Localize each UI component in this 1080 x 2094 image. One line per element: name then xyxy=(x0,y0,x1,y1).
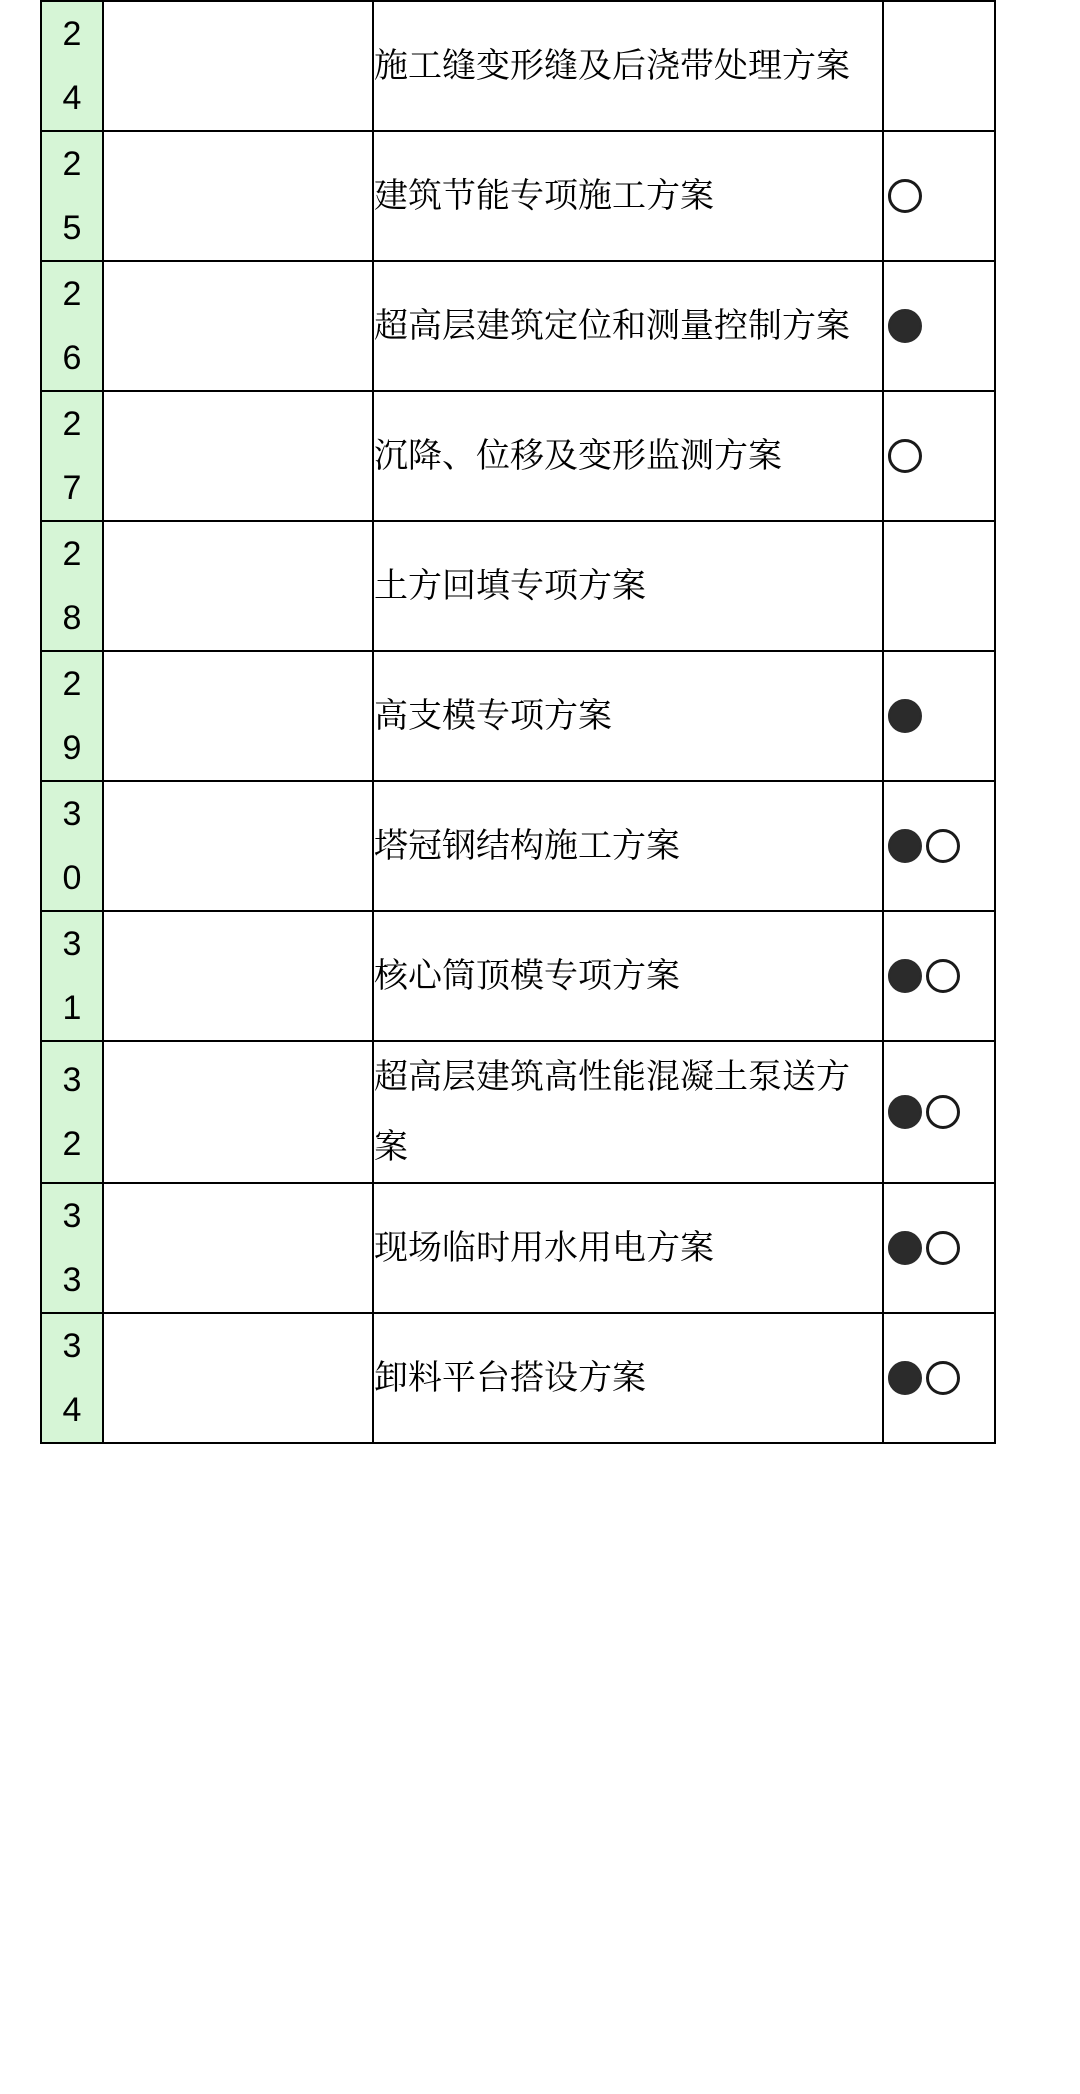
filled-circle-icon xyxy=(888,309,922,343)
row-number-cell xyxy=(41,781,103,911)
scheme-mark-cell xyxy=(883,911,995,1041)
scheme-mark-cell xyxy=(883,521,995,651)
table-row xyxy=(41,1313,995,1443)
row-number-digit: 3 xyxy=(62,795,82,833)
spacer-cell xyxy=(103,1183,373,1313)
mark-group xyxy=(884,1361,994,1395)
hollow-circle-icon xyxy=(926,1095,960,1129)
table-row xyxy=(41,391,995,521)
spacer-cell xyxy=(103,781,373,911)
filled-circle-icon xyxy=(888,699,922,733)
scheme-mark-cell xyxy=(883,1,995,131)
filled-circle-icon xyxy=(888,1231,922,1265)
table-row xyxy=(41,1,995,131)
spacer-cell xyxy=(103,1,373,131)
spacer-cell xyxy=(103,1313,373,1443)
row-number-digit: 9 xyxy=(62,729,82,767)
row-number-digit: 8 xyxy=(62,599,82,637)
spacer-cell xyxy=(103,131,373,261)
row-number-cell xyxy=(41,1313,103,1443)
mark-group xyxy=(884,959,994,993)
row-number-digit: 2 xyxy=(62,1125,82,1163)
scheme-name-cell: 施工缝变形缝及后浇带处理方案 xyxy=(373,1,883,131)
scheme-name-cell: 超高层建筑高性能混凝土泵送方案 xyxy=(373,1041,883,1183)
scheme-name-cell: 现场临时用水用电方案 xyxy=(373,1183,883,1313)
row-number-digit: 2 xyxy=(62,535,82,573)
row-number-digit: 1 xyxy=(62,989,82,1027)
table-row xyxy=(41,131,995,261)
table-row xyxy=(41,261,995,391)
row-number-digit: 4 xyxy=(62,79,82,117)
mark-group xyxy=(884,179,994,213)
mark-group xyxy=(884,439,994,473)
scheme-name-cell: 沉降、位移及变形监测方案 xyxy=(373,391,883,521)
row-number-cell xyxy=(41,391,103,521)
row-number-cell xyxy=(41,131,103,261)
row-number-digit: 2 xyxy=(62,145,82,183)
scheme-name-cell: 高支模专项方案 xyxy=(373,651,883,781)
scheme-mark-cell xyxy=(883,1041,995,1183)
table-row xyxy=(41,651,995,781)
row-number-cell xyxy=(41,651,103,781)
scheme-mark-cell xyxy=(883,1313,995,1443)
row-number-digit: 3 xyxy=(62,925,82,963)
hollow-circle-icon xyxy=(888,439,922,473)
filled-circle-icon xyxy=(888,1361,922,1395)
spacer-cell xyxy=(103,261,373,391)
spacer-cell xyxy=(103,651,373,781)
scheme-mark-cell xyxy=(883,1183,995,1313)
row-number-digit: 7 xyxy=(62,469,82,507)
scheme-mark-cell xyxy=(883,391,995,521)
row-number-digit: 3 xyxy=(62,1261,82,1299)
row-number-cell xyxy=(41,911,103,1041)
row-number-digit: 2 xyxy=(62,15,82,53)
table-row xyxy=(41,521,995,651)
filled-circle-icon xyxy=(888,959,922,993)
mark-group xyxy=(884,829,994,863)
scheme-name-cell: 塔冠钢结构施工方案 xyxy=(373,781,883,911)
mark-group xyxy=(884,1231,994,1265)
hollow-circle-icon xyxy=(926,959,960,993)
mark-group xyxy=(884,309,994,343)
row-number-digit: 3 xyxy=(62,1197,82,1235)
hollow-circle-icon xyxy=(926,1231,960,1265)
row-number-digit: 6 xyxy=(62,339,82,377)
row-number-digit: 2 xyxy=(62,405,82,443)
table-row xyxy=(41,781,995,911)
scheme-mark-cell xyxy=(883,781,995,911)
row-number-digit: 4 xyxy=(62,1391,82,1429)
filled-circle-icon xyxy=(888,829,922,863)
row-number-cell xyxy=(41,521,103,651)
row-number-cell xyxy=(41,261,103,391)
construction-scheme-table xyxy=(40,0,996,1444)
hollow-circle-icon xyxy=(926,1361,960,1395)
row-number-digit: 5 xyxy=(62,209,82,247)
table-row xyxy=(41,911,995,1041)
scheme-mark-cell xyxy=(883,261,995,391)
scheme-name-cell: 超高层建筑定位和测量控制方案 xyxy=(373,261,883,391)
row-number-cell xyxy=(41,1041,103,1183)
scheme-mark-cell xyxy=(883,131,995,261)
scheme-name-cell: 建筑节能专项施工方案 xyxy=(373,131,883,261)
row-number-cell xyxy=(41,1,103,131)
row-number-digit: 0 xyxy=(62,859,82,897)
mark-group xyxy=(884,699,994,733)
table-row xyxy=(41,1041,995,1183)
row-number-digit: 3 xyxy=(62,1061,82,1099)
spacer-cell xyxy=(103,911,373,1041)
scheme-name-cell: 核心筒顶模专项方案 xyxy=(373,911,883,1041)
row-number-digit: 3 xyxy=(62,1327,82,1365)
spacer-cell xyxy=(103,391,373,521)
scheme-mark-cell xyxy=(883,651,995,781)
spacer-cell xyxy=(103,1041,373,1183)
hollow-circle-icon xyxy=(926,829,960,863)
filled-circle-icon xyxy=(888,1095,922,1129)
mark-group xyxy=(884,1095,994,1129)
scheme-name-cell: 卸料平台搭设方案 xyxy=(373,1313,883,1443)
table-row xyxy=(41,1183,995,1313)
hollow-circle-icon xyxy=(888,179,922,213)
spacer-cell xyxy=(103,521,373,651)
row-number-cell xyxy=(41,1183,103,1313)
row-number-digit: 2 xyxy=(62,275,82,313)
row-number-digit: 2 xyxy=(62,665,82,703)
scheme-name-cell: 土方回填专项方案 xyxy=(373,521,883,651)
